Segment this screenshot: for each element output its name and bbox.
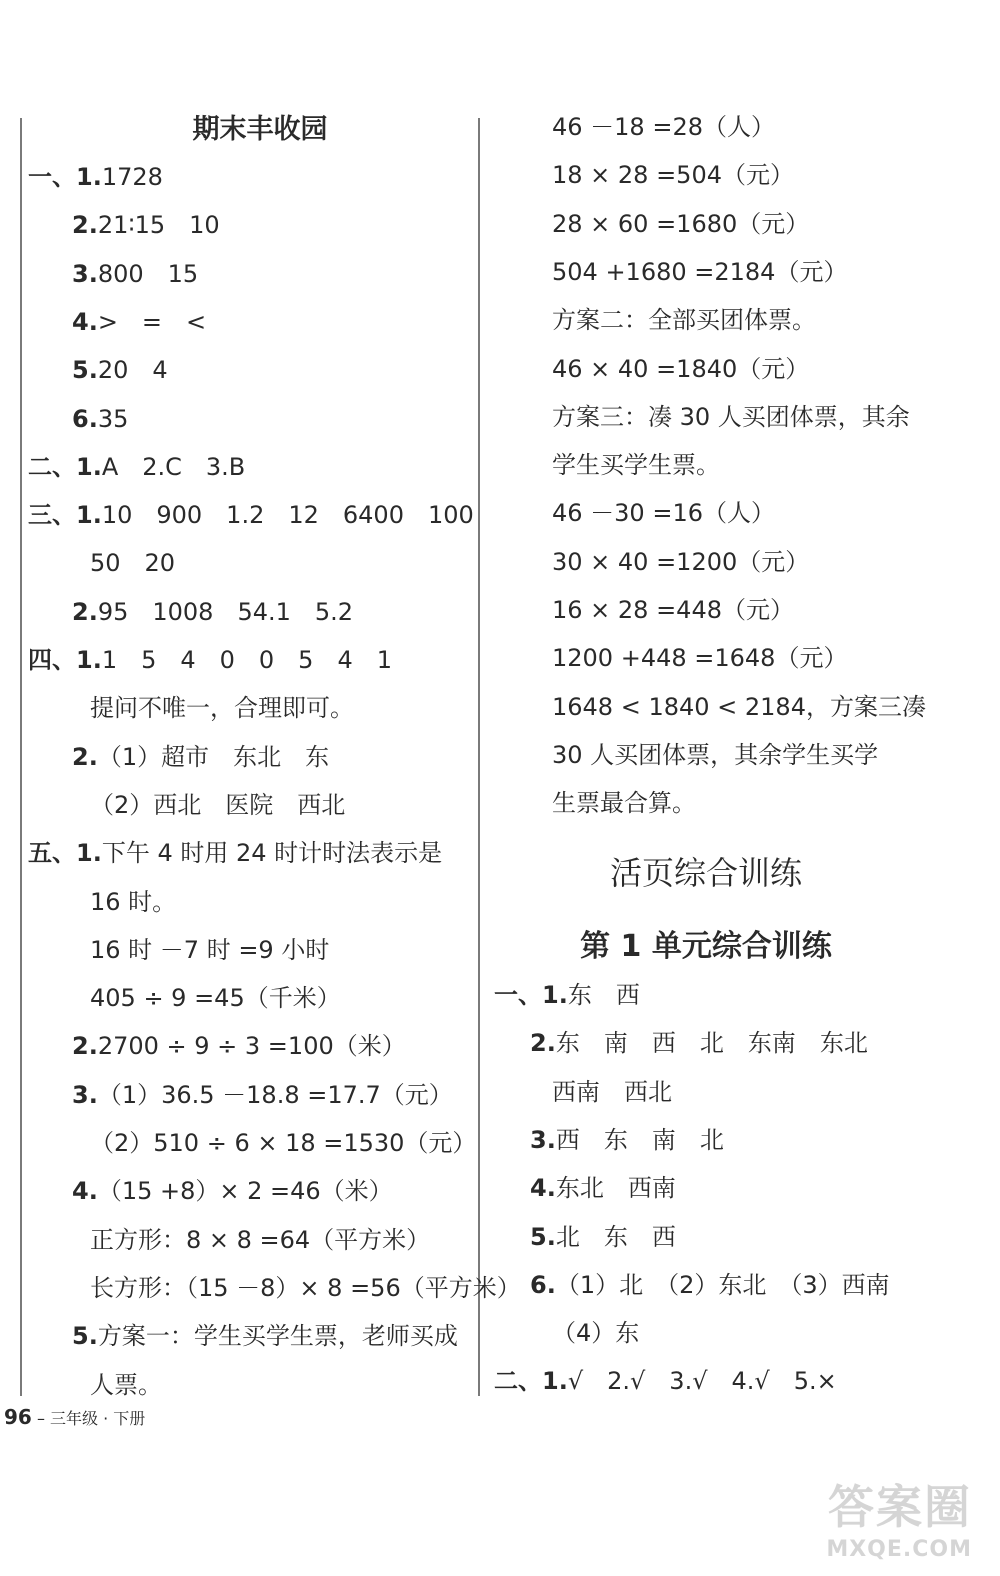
item-number: 一、1. [494, 981, 568, 1009]
answer-line [90, 546, 175, 580]
answer-line [552, 207, 809, 241]
answer-line [90, 885, 176, 919]
answer-text: 1200 +448 =1648（元） [552, 644, 848, 673]
answer-text: 46 × 40 =1840（元） [552, 354, 810, 383]
answer-line [530, 1268, 890, 1302]
answer-text: （1）36.5 －18.8 =17.7（元） [97, 1080, 453, 1109]
answer-text: （2）西北 医院 西北 [90, 790, 346, 819]
answer-line [552, 158, 794, 192]
answer-text: 16 × 28 =448（元） [552, 596, 794, 624]
item-number: 5. [72, 1322, 98, 1351]
answer-text: （4）东 [552, 1319, 640, 1348]
item-number: 2. [72, 742, 98, 771]
answer-text: 16 时 －7 时 =9 小时 [90, 935, 330, 964]
grade-label: 三年级 · 下册 [50, 1409, 146, 1428]
answer-line [90, 933, 329, 967]
answer-text: （15 +8）× 2 =46（米） [97, 1177, 393, 1206]
answer-text: 30 × 40 =1200（元） [552, 547, 810, 576]
answer-text: 46 －18 =28（人） [552, 113, 775, 141]
answer-line [552, 496, 775, 530]
answer-text: 西 东 南 北 [555, 1125, 724, 1154]
answer-line [90, 981, 341, 1015]
answer-line [90, 1368, 162, 1402]
answer-text: 北 东 西 [555, 1222, 676, 1251]
item-number: 二、1. [494, 1367, 568, 1396]
answer-text: 50 20 [90, 549, 176, 578]
answer-line [28, 160, 163, 194]
answer-line [552, 400, 910, 434]
answer-text: 学生买学生票。 [552, 451, 720, 480]
answer-text: 30 人买团体票，其余学生买学 [552, 740, 879, 769]
answer-text: 800 15 [97, 259, 199, 288]
answer-text: √ 2.√ 3.√ 4.√ 5.× [567, 1367, 837, 1396]
item-number: 3. [72, 259, 98, 288]
answer-text: 1648 < 1840 < 2184，方案三凑 [552, 692, 926, 721]
answer-line [530, 1026, 868, 1060]
answer-text: 18 × 28 =504（元） [552, 161, 794, 190]
answer-text: （1）北 （2）东北 （3）西南 [555, 1270, 890, 1299]
answer-text: （2）510 ÷ 6 × 18 =1530（元） [90, 1129, 477, 1157]
answer-line [90, 788, 345, 822]
item-number: 2. [72, 597, 98, 626]
item-number: 5. [530, 1222, 556, 1251]
answer-text: 生票最合算。 [552, 789, 696, 818]
item-number: 五、1. [28, 839, 102, 868]
answer-line [72, 305, 206, 339]
answer-line [530, 1220, 676, 1254]
item-number: 一、1. [28, 163, 102, 191]
answer-line [72, 353, 168, 387]
answer-text: （1）超市 东北 东 [97, 742, 330, 771]
footer-dash: – [36, 1409, 45, 1428]
answer-line [552, 641, 847, 675]
answer-text: 东北 西南 [555, 1174, 676, 1203]
item-number: 4. [530, 1174, 556, 1203]
answer-line [28, 643, 392, 677]
answer-line [72, 595, 353, 629]
watermark-url: MXQE.COM [826, 1537, 972, 1562]
item-number: 4. [72, 307, 98, 336]
item-number: 2. [72, 211, 98, 240]
answer-line [72, 1029, 406, 1063]
answer-line [90, 1271, 521, 1305]
answer-line [552, 545, 809, 579]
answer-text: 东 西 [567, 981, 640, 1009]
answer-text: 28 × 60 =1680（元） [552, 209, 810, 238]
item-number: 6. [72, 404, 98, 433]
answer-line [90, 1126, 476, 1160]
answer-line [90, 691, 354, 725]
answer-line [552, 1316, 639, 1350]
answer-line [494, 978, 640, 1012]
answer-text: 西南 西北 [552, 1077, 672, 1106]
answer-line [552, 593, 794, 627]
item-number: 5. [72, 356, 98, 385]
watermark-text: 答案圈 [828, 1480, 972, 1534]
answer-text: 方案二：全部买团体票。 [552, 306, 816, 335]
answer-line [494, 1364, 837, 1398]
answer-line [530, 1123, 724, 1157]
answer-line [28, 498, 474, 532]
item-number: 二、1. [28, 452, 102, 481]
answer-text: 10 900 1.2 12 6400 100 [101, 501, 474, 530]
answer-line [72, 208, 220, 242]
item-number: 3. [72, 1080, 98, 1109]
answer-line [552, 255, 847, 289]
left-margin-rule [20, 118, 22, 1396]
answer-line [552, 448, 720, 482]
item-number: 3. [530, 1125, 556, 1154]
item-number: 2. [530, 1029, 556, 1058]
watermark-logo [826, 1471, 972, 1562]
answer-line [530, 1171, 676, 1205]
answer-text: 人票。 [90, 1370, 162, 1399]
answer-text: 504 +1680 =2184（元） [552, 257, 848, 286]
page-footer [4, 1405, 145, 1429]
answer-text: 1 5 4 0 0 5 4 1 [101, 646, 392, 674]
answer-text: 405 ÷ 9 =45（千米） [90, 984, 341, 1013]
answer-line [28, 836, 442, 870]
answer-line [552, 110, 775, 144]
unit-title: 第 1 单元综合训练 [580, 929, 832, 964]
answer-line [552, 786, 696, 820]
answer-text: A 2.C 3.B [101, 452, 246, 481]
answer-text: 46 －30 =16（人） [552, 499, 775, 528]
item-number: 三、1. [28, 501, 102, 530]
answer-line [72, 1174, 393, 1208]
answer-line [72, 257, 198, 291]
answer-line [28, 450, 245, 484]
page-number: 96 [4, 1405, 32, 1429]
answer-line [552, 352, 809, 386]
item-number: 四、1. [28, 646, 102, 674]
answer-text: 正方形：8 × 8 =64（平方米） [90, 1225, 431, 1254]
left-section-title: 期末丰收园 [192, 114, 328, 145]
answer-text: 提问不唯一，合理即可。 [90, 694, 354, 723]
answer-line [72, 1078, 453, 1112]
answer-line [90, 1223, 430, 1257]
answer-text: 20 4 [97, 356, 168, 385]
column-divider [478, 118, 480, 1396]
answer-text: 95 1008 54.1 5.2 [97, 597, 354, 626]
answer-text: 东 南 西 北 东南 东北 [555, 1029, 868, 1058]
answer-line [552, 1075, 672, 1109]
answer-line [72, 740, 329, 774]
answer-text: 方案三：凑 30 人买团体票，其余 [552, 402, 910, 431]
answer-text: 1728 [101, 163, 163, 191]
item-number: 4. [72, 1177, 98, 1206]
answer-line [72, 1319, 458, 1353]
section-title-huoye: 活页综合训练 [609, 854, 802, 892]
answer-text: 下午 4 时用 24 时计时法表示是 [101, 839, 443, 868]
answer-text: 长方形：（15 －8）× 8 =56（平方米） [90, 1273, 521, 1302]
answer-line [552, 303, 816, 337]
answer-line [552, 690, 926, 724]
item-number: 6. [530, 1270, 556, 1299]
answer-text: 方案一：学生买学生票，老师买成 [97, 1322, 458, 1351]
answer-text: 35 [97, 404, 129, 433]
answer-text: 2700 ÷ 9 ÷ 3 =100（米） [97, 1032, 406, 1061]
answer-text: > = < [97, 307, 207, 336]
item-number: 2. [72, 1032, 98, 1061]
answer-line [72, 402, 128, 436]
answer-text: 16 时。 [90, 887, 177, 916]
answer-text: 21∶15 10 [97, 211, 220, 240]
answer-line [552, 738, 878, 772]
